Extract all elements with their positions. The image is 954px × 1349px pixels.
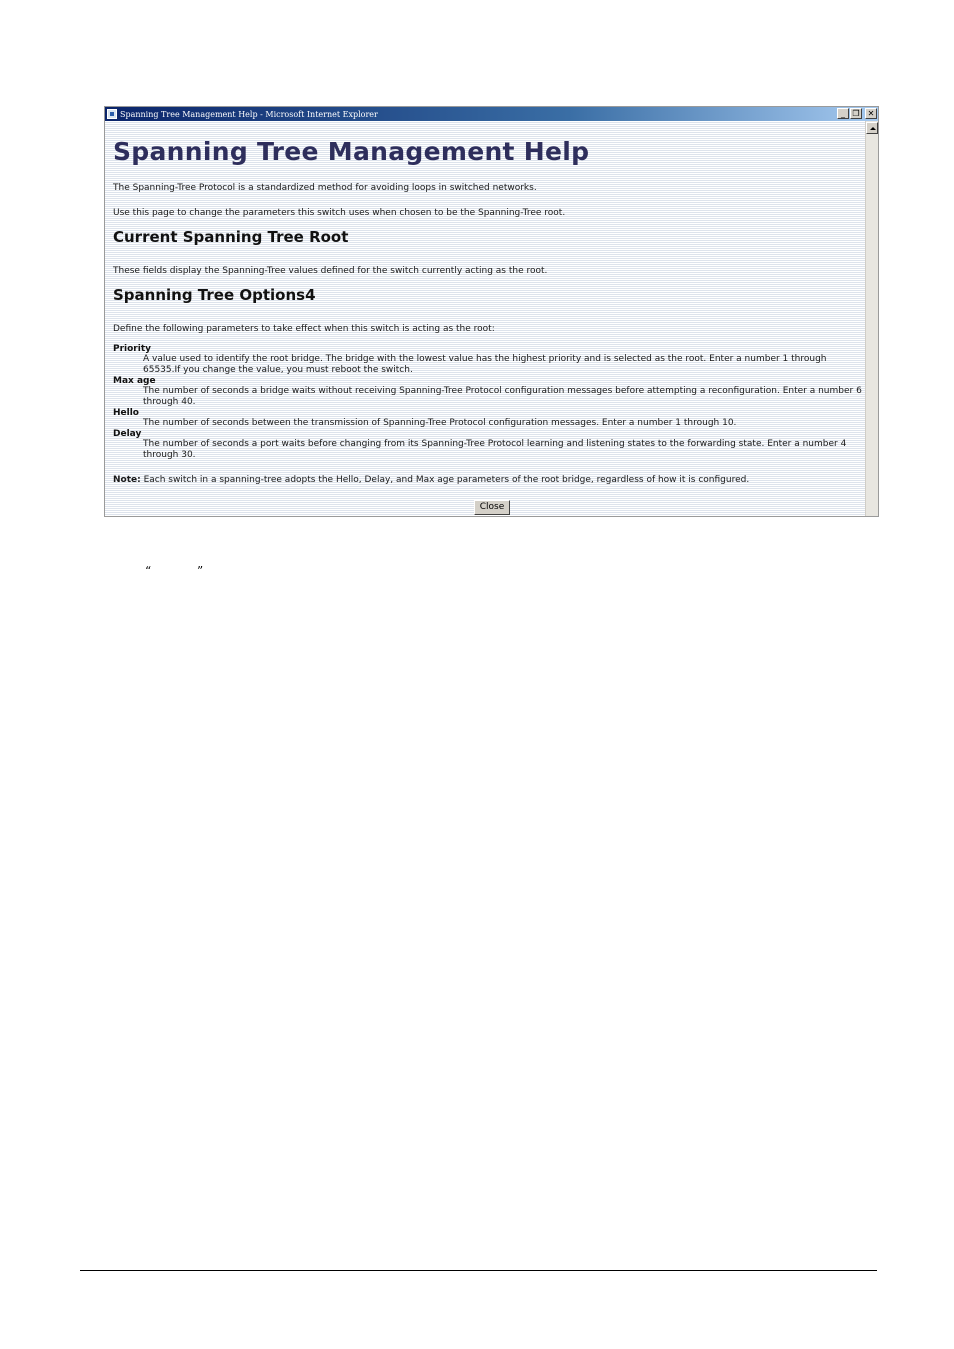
page-content-area	[105, 121, 878, 516]
vertical-scrollbar[interactable]	[865, 121, 878, 516]
page-title: Spanning Tree Management Help	[113, 137, 590, 166]
minimize-button[interactable]: _	[837, 108, 849, 119]
scroll-up-arrow-icon[interactable]	[866, 122, 878, 134]
restore-button[interactable]: ❐	[850, 108, 862, 119]
note-paragraph	[113, 475, 749, 485]
section-heading-options: Spanning Tree Options4	[113, 286, 316, 304]
close-window-button[interactable]: ✕	[865, 108, 877, 119]
title-bar[interactable]	[105, 107, 878, 121]
ie-app-icon	[107, 109, 117, 119]
section-text-options: Define the following parameters to take effect when this switch is acting as the root:	[113, 324, 495, 334]
section-heading-root: Current Spanning Tree Root	[113, 228, 349, 246]
param-desc-max-age: The number of seconds a bridge waits without receiving Spanning-Tree Protocol configuration messages before attempting a reconfiguration. Enter a number 6 through 40.	[143, 386, 862, 407]
note-label: Note:	[113, 475, 141, 485]
param-desc-priority: A value used to identify the root bridge. The bridge with the lowest value has the highest priority and is selected as the root. Enter a number 1 through 65535.If you change the value, you must reboot the switch.	[143, 354, 827, 375]
window-controls	[837, 108, 877, 119]
close-quote-mark: ”	[197, 564, 204, 578]
ie-help-window	[104, 106, 879, 517]
param-term-priority: Priority	[113, 344, 151, 354]
param-desc-delay: The number of seconds a port waits before changing from its Spanning-Tree Protocol learning and listening states to the forwarding state. Enter a number 4 through 30.	[143, 439, 847, 460]
param-term-hello: Hello	[113, 408, 139, 418]
help-content	[113, 121, 862, 516]
section-text-root: These fields display the Spanning-Tree values defined for the switch currently acting as the root.	[113, 266, 548, 276]
intro-paragraph-2: Use this page to change the parameters this switch uses when chosen to be the Spanning-Tree root.	[113, 208, 566, 218]
note-text: Each switch in a spanning-tree adopts the Hello, Delay, and Max age parameters of the root bridge, regardless of how it is configured.	[140, 475, 750, 485]
window-title: Spanning Tree Management Help - Microsoft Internet Explorer	[120, 109, 378, 119]
footer-divider	[80, 1270, 877, 1271]
open-quote-mark: “	[145, 564, 152, 578]
close-button[interactable]: Close	[474, 500, 510, 515]
param-desc-hello: The number of seconds between the transmission of Spanning-Tree Protocol configuration messages. Enter a number 1 through 10.	[143, 418, 737, 428]
param-term-delay: Delay	[113, 429, 142, 439]
intro-paragraph-1: The Spanning-Tree Protocol is a standardized method for avoiding loops in switched networks.	[113, 183, 537, 193]
param-term-max-age: Max age	[113, 376, 156, 386]
